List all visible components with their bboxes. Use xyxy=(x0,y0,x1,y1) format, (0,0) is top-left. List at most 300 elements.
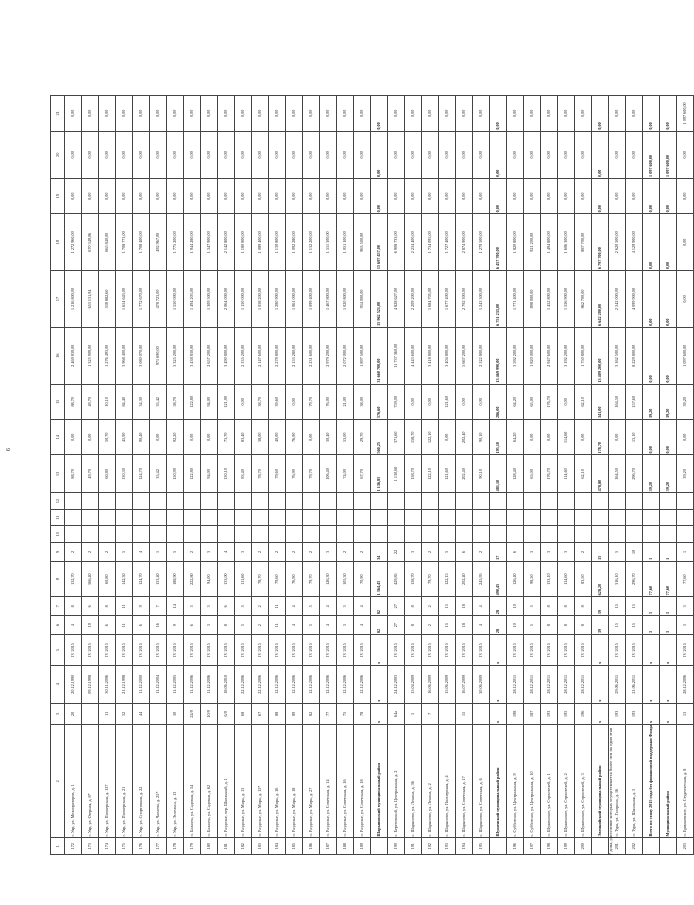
table-cell: с. Шарыпово, ул. Ленина, д. 36 xyxy=(405,724,422,837)
table-cell: х xyxy=(660,703,677,724)
table-cell: IV 2015 xyxy=(677,635,694,666)
table-cell xyxy=(65,493,82,510)
table-cell: 79,60 xyxy=(269,561,286,596)
table-cell: 35,42 xyxy=(150,384,167,419)
table-cell: IV 2015 xyxy=(541,635,558,666)
table-cell: с. Субботино, ул. Центральная, д. 9 xyxy=(507,724,524,837)
table-row xyxy=(167,96,184,855)
table-cell: 6 xyxy=(82,597,99,616)
table-cell: 1 216 800,00 xyxy=(65,271,82,328)
table-cell: 2 278 800,00 xyxy=(269,327,286,384)
table-cell: 27 xyxy=(388,597,405,616)
table-row xyxy=(422,96,439,855)
table-cell: 1 684 705,00 xyxy=(422,271,439,328)
table-cell: 4 xyxy=(218,542,235,561)
table-cell: 0,00 xyxy=(269,96,286,132)
table-cell: 202 xyxy=(626,838,643,855)
table-cell: 105,30 xyxy=(337,561,354,596)
table-cell: 16 xyxy=(150,616,167,635)
table-cell: 934 000,00 xyxy=(354,271,371,328)
table-cell: 4 xyxy=(286,616,303,635)
table-cell: х xyxy=(643,635,660,666)
table-cell: г. Уяр, ул. Спортивная, д. 22 xyxy=(133,724,150,837)
table-row xyxy=(99,96,116,855)
table-cell: 1 097 600,00 xyxy=(677,327,694,384)
table-cell: 2 142 800,00 xyxy=(218,214,235,271)
table-cell: 98,50 xyxy=(524,561,541,596)
table-cell: 670 349,06 xyxy=(82,214,99,271)
table-cell: 176 xyxy=(133,838,150,855)
table-cell: 0,00 xyxy=(201,96,218,132)
table-cell: 4 xyxy=(354,616,371,635)
table-cell: 0,00 xyxy=(354,96,371,132)
table-cell: 10,10 xyxy=(99,384,116,419)
table-cell: 1 132 200,00 xyxy=(303,214,320,271)
table-cell: 39,20 xyxy=(660,455,677,493)
table-cell: 28.12.2011 xyxy=(558,665,575,703)
table-cell: 2 147 600,00 xyxy=(252,327,269,384)
table-cell: 5 xyxy=(524,616,541,635)
table-cell: 121,60 xyxy=(439,455,456,493)
table-cell: 5 xyxy=(184,597,201,616)
table-cell xyxy=(439,493,456,510)
table-cell: 76,00 xyxy=(320,384,337,419)
table-cell: 50,70 xyxy=(99,420,116,455)
table-cell: 0,00 xyxy=(252,131,269,178)
table-cell: 39 xyxy=(592,597,609,616)
table-cell: 759,00 xyxy=(388,384,405,419)
table-cell: 16.07.2009 xyxy=(456,665,473,703)
table-cell: 2 xyxy=(252,597,269,616)
table-cell: 78,70 xyxy=(252,455,269,493)
table-cell: IV 2015 xyxy=(252,635,269,666)
table-cell: 175 xyxy=(116,838,133,855)
table-cell xyxy=(82,493,99,510)
table-row xyxy=(439,96,456,855)
table-cell: 28.12.2011 xyxy=(524,665,541,703)
table-cell: 2 xyxy=(422,616,439,635)
table-cell: IV 2015 xyxy=(286,635,303,666)
table-cell: 0,00 xyxy=(592,96,609,132)
table-cell xyxy=(303,509,320,526)
table-cell: 30,40 xyxy=(320,420,337,455)
table-cell xyxy=(405,493,422,510)
table-cell: 887 700,00 xyxy=(575,214,592,271)
table-cell xyxy=(388,526,405,543)
table-cell: 5 xyxy=(303,597,320,616)
table-cell: 13 xyxy=(677,703,694,724)
table-cell: 4 099 900,00 xyxy=(626,271,643,328)
table-cell: 11.12.2006 xyxy=(201,665,218,703)
table-cell: 0,00 xyxy=(626,131,643,178)
table-cell: 3 xyxy=(643,616,660,635)
table-cell: 8 xyxy=(558,616,575,635)
table-cell: 2 xyxy=(82,542,99,561)
table-cell: 316,10 xyxy=(609,561,626,596)
table-cell: 15 xyxy=(439,616,456,635)
table-cell: 11 xyxy=(269,597,286,616)
table-cell: 64,20 xyxy=(507,420,524,455)
table-cell: 5 xyxy=(439,542,456,561)
table-cell: 1 276 493,00 xyxy=(99,327,116,384)
table-cell: 1 494 800,00 xyxy=(541,214,558,271)
table-cell: 192 xyxy=(422,838,439,855)
table-cell xyxy=(116,509,133,526)
table-cell: г. Уяр, ул. Энгельса, д. 13 xyxy=(167,724,184,837)
table-cell: 492 967,00 xyxy=(150,214,167,271)
table-cell xyxy=(575,509,592,526)
table-cell: 39 xyxy=(592,616,609,635)
table-cell: 194 xyxy=(456,838,473,855)
table-cell: 180 xyxy=(201,838,218,855)
table-cell: 84,40 xyxy=(116,384,133,419)
table-cell: 0,00 xyxy=(99,178,116,213)
table-cell: 60,80 xyxy=(99,455,116,493)
table-cell: п. Раздолье, ул. Мира, д. 18 xyxy=(286,724,303,837)
table-cell: 0,00 xyxy=(167,96,184,132)
table-cell: IV 2015 xyxy=(609,635,626,666)
table-row xyxy=(541,96,558,855)
table-cell: 0,00 xyxy=(150,131,167,178)
table-cell: 1 309 500,00 xyxy=(201,271,218,328)
table-cell xyxy=(354,526,371,543)
table-cell: 0,00 xyxy=(286,96,303,132)
table-cell: 2 072 000,00 xyxy=(337,327,354,384)
table-cell: 189 xyxy=(354,838,371,855)
table-cell: 3 xyxy=(677,597,694,616)
table-cell: 1 467 800,00 xyxy=(320,271,337,328)
table-cell: 60,80 xyxy=(99,561,116,596)
table-cell: 188 xyxy=(337,838,354,855)
table-cell: 0,00 xyxy=(184,96,201,132)
table-cell xyxy=(677,526,694,543)
table-cell: 2 657 200,00 xyxy=(201,327,218,384)
table-cell: 0,00 xyxy=(354,131,371,178)
table-row xyxy=(150,96,167,855)
table-cell: 0,00 xyxy=(626,178,643,213)
table-cell: 77,60 xyxy=(677,561,694,596)
table-cell: 3 xyxy=(201,597,218,616)
table-cell: 79,70 xyxy=(303,455,320,493)
table-cell: х xyxy=(490,703,507,724)
table-cell xyxy=(303,493,320,510)
table-cell: 0,00 xyxy=(320,131,337,178)
table-cell: 196 xyxy=(507,838,524,855)
table-cell: с. Березовский, ул. Центральная, д. 2 xyxy=(388,724,405,837)
table-cell: 9 xyxy=(133,597,150,616)
table-cell: 0,00 xyxy=(65,96,82,132)
table-cell: 64а xyxy=(388,703,405,724)
table-cell: п. Шушенское, ул. Строителей, д. 3 xyxy=(575,724,592,837)
table-cell xyxy=(490,509,507,526)
table-cell: 0,00 xyxy=(184,131,201,178)
table-cell: 1 772 670,00 xyxy=(133,271,150,328)
table-cell: 1 511 300,00 xyxy=(320,214,337,271)
table-cell: 0,00 xyxy=(558,384,575,419)
table-cell xyxy=(286,509,303,526)
table-cell: 195,10 xyxy=(490,420,507,455)
column-number: 2 xyxy=(51,724,65,837)
table-cell xyxy=(473,703,490,724)
table-cell: 0,00 xyxy=(660,178,677,213)
table-cell xyxy=(439,509,456,526)
table-cell: 78 xyxy=(354,703,371,724)
table-cell xyxy=(269,493,286,510)
table-cell: 490,45 xyxy=(490,561,507,596)
table-cell: г. Уяр, ул. Пионерская, д. 21 xyxy=(116,724,133,837)
table-cell: п. Раздолье, ул. Мира, д. 16 xyxy=(269,724,286,837)
table-cell: 1 771 400,00 xyxy=(507,271,524,328)
table-cell: 153,40 xyxy=(150,561,167,596)
table-cell: 09.12.1998 xyxy=(82,665,99,703)
table-cell: 0,00 xyxy=(439,131,456,178)
table-cell: 0,00 xyxy=(218,178,235,213)
table-cell: 665 840,00 xyxy=(99,214,116,271)
table-cell: 28 xyxy=(490,597,507,616)
table-cell xyxy=(167,526,184,543)
table-cell: 76,90 xyxy=(286,561,303,596)
table-cell: 0,00 xyxy=(473,384,490,419)
table-cell: IV 2015 xyxy=(524,635,541,666)
table-cell: 538 882,60 xyxy=(99,271,116,328)
table-cell: 74,00 xyxy=(337,455,354,493)
table-cell: 0,00 xyxy=(541,131,558,178)
table-cell xyxy=(388,493,405,510)
table-cell: 38,70 xyxy=(252,384,269,419)
table-cell: 13 409 200,00 xyxy=(592,327,609,384)
table-cell: х xyxy=(490,635,507,666)
table-cell: 3 xyxy=(201,542,218,561)
table-cell: 8 xyxy=(405,616,422,635)
table-cell: 2 234 400,00 xyxy=(405,214,422,271)
table-cell: 3 592 200,00 xyxy=(507,327,524,384)
table-cell: с. Шарыпово, ул. Советская, д. 17 xyxy=(456,724,473,837)
table-row xyxy=(558,96,575,855)
table-cell: 0,00 xyxy=(116,178,133,213)
table-cell: 89 xyxy=(286,703,303,724)
table-cell: 202,40 xyxy=(456,561,473,596)
table-cell: 1 058 200,00 xyxy=(252,271,269,328)
table-cell: 2 xyxy=(65,542,82,561)
table-cell: 88,70 xyxy=(65,455,82,493)
table-cell: 1 097 600,00 xyxy=(643,131,660,178)
table-cell: 0,00 xyxy=(405,384,422,419)
table-cell xyxy=(473,493,490,510)
table-cell: 0,00 xyxy=(116,131,133,178)
table-cell xyxy=(116,493,133,510)
table-cell: 0,00 xyxy=(677,131,694,178)
table-cell: 193 xyxy=(541,703,558,724)
table-cell: 126,30 xyxy=(320,561,337,596)
table-cell: 88,70 xyxy=(65,384,82,419)
table-cell xyxy=(609,509,626,526)
table-cell: 6 642 200,00 xyxy=(592,271,609,328)
column-number: 19 xyxy=(51,178,65,213)
table-cell: 15.04.2009 xyxy=(405,665,422,703)
table-cell: 0,00 xyxy=(575,131,592,178)
table-cell: 77,60 xyxy=(660,561,677,596)
table-cell xyxy=(490,838,507,855)
table-cell: 21.12.1998 xyxy=(116,665,133,703)
table-cell xyxy=(592,838,609,855)
table-cell: 0,00 xyxy=(388,96,405,132)
table-row xyxy=(65,96,82,855)
table-cell: 1 775 200,00 xyxy=(167,214,184,271)
table-cell: п. Шушенское, ул. Строителей, д. 1 xyxy=(541,724,558,837)
table-cell: 16.06.2009 xyxy=(422,665,439,703)
table-cell: 3 xyxy=(643,597,660,616)
table-cell: 8 xyxy=(541,616,558,635)
table-cell: 128,40 xyxy=(507,455,524,493)
table-cell: 0,00 xyxy=(201,420,218,455)
table-cell: 28.12.2011 xyxy=(575,665,592,703)
table-cell xyxy=(524,526,541,543)
table-cell xyxy=(677,493,694,510)
table-cell xyxy=(524,509,541,526)
table-cell: 190 xyxy=(388,838,405,855)
table-cell: 296,70 xyxy=(626,561,643,596)
table-cell: IV 2015 xyxy=(303,635,320,666)
table-cell: 0,00 xyxy=(490,96,507,132)
table-cell: 371,60 xyxy=(388,420,405,455)
table-cell: 0,00 xyxy=(422,96,439,132)
table-row xyxy=(82,96,99,855)
table-cell xyxy=(218,509,235,526)
table-cell: 1 708 400,00 xyxy=(133,214,150,271)
table-cell: 45,90 xyxy=(116,420,133,455)
table-cell: п. Раздолье, ул. Мира, д. 15* xyxy=(252,724,269,837)
table-row xyxy=(626,96,643,855)
table-cell: х xyxy=(592,635,609,666)
table-cell xyxy=(643,493,660,510)
table-cell xyxy=(150,703,167,724)
table-cell xyxy=(422,509,439,526)
table-cell xyxy=(235,526,252,543)
table-cell: 0,00 xyxy=(167,131,184,178)
table-cell: 65,00 xyxy=(524,384,541,419)
table-cell: IV 2015 xyxy=(507,635,524,666)
table-cell: 6 751 233,00 xyxy=(490,271,507,328)
footnote: * дома, расселение которых осуществляется более чем на один этап xyxy=(608,727,613,855)
table-cell: 83,50 xyxy=(575,561,592,596)
table-cell: 15.06.2009 xyxy=(439,665,456,703)
table-cell: 3 xyxy=(558,542,575,561)
table-cell: 0,00 xyxy=(337,96,354,132)
table-cell: 3 xyxy=(660,616,677,635)
table-cell: х xyxy=(371,635,388,666)
table-cell: 73,70 xyxy=(218,420,235,455)
table-cell: 2 xyxy=(422,597,439,616)
table-cell xyxy=(218,493,235,510)
table-cell: 4 xyxy=(473,616,490,635)
table-cell: 22 xyxy=(388,542,405,561)
table-row xyxy=(116,96,133,855)
table-cell xyxy=(252,526,269,543)
table-cell: 1 708 771,00 xyxy=(116,214,133,271)
table-cell: 296,70 xyxy=(626,455,643,493)
table-cell: п. Балахта, ул. Садовая, д. 62 xyxy=(201,724,218,837)
table-cell: 0,00 xyxy=(184,178,201,213)
table-cell xyxy=(643,509,660,526)
table-cell: 8 xyxy=(541,597,558,616)
table-cell: 3 438 830,00 xyxy=(184,327,201,384)
table-cell: 34 xyxy=(371,542,388,561)
table-cell: 11.12.2000 xyxy=(133,665,150,703)
table-cell: 2 xyxy=(575,542,592,561)
table-cell xyxy=(235,493,252,510)
table-cell: с. Субботино, ул. Центральная, д. 10 xyxy=(524,724,541,837)
table-cell: 15 xyxy=(609,616,626,635)
table-cell: 0,00 xyxy=(82,178,99,213)
table-cell: 130,30 xyxy=(116,455,133,493)
table-cell: 0,00 xyxy=(660,214,677,271)
table-cell: 2 792 300,00 xyxy=(456,271,473,328)
table-cell xyxy=(456,493,473,510)
table-cell: 0,00 xyxy=(320,178,337,213)
table-cell xyxy=(660,509,677,526)
table-cell: 4 xyxy=(320,616,337,635)
table-cell: 6 457 700,00 xyxy=(490,214,507,271)
table-cell xyxy=(167,509,184,526)
table-cell: IV 2015 xyxy=(473,635,490,666)
table-cell: 0,00 xyxy=(150,96,167,132)
table-cell: 0,00 xyxy=(235,96,252,132)
table-cell: 2 xyxy=(354,542,371,561)
table-cell: 6 797 700,00 xyxy=(592,214,609,271)
table-cell: 15 xyxy=(439,597,456,616)
table-cell: г. Уяр, ул. Озерная, д. 8* xyxy=(82,724,99,837)
table-cell: 0,00 xyxy=(99,96,116,132)
table-cell: 3 162 500,00 xyxy=(609,327,626,384)
table-cell xyxy=(541,526,558,543)
table-cell: 2 xyxy=(252,542,269,561)
table-cell: 75 xyxy=(337,703,354,724)
table-cell: 1 xyxy=(150,542,167,561)
column-number-row xyxy=(51,96,65,855)
table-row xyxy=(524,96,541,855)
table-cell: 24/9 xyxy=(184,703,201,724)
table-cell: 3 xyxy=(337,597,354,616)
table-cell: 3 xyxy=(677,616,694,635)
table-cell: 4 xyxy=(133,542,150,561)
table-cell: 114,60 xyxy=(558,561,575,596)
table-cell xyxy=(65,509,82,526)
table-cell: 0,00 xyxy=(609,96,626,132)
table-cell: 0,00 xyxy=(201,131,218,178)
table-cell: 0,00 xyxy=(643,214,660,271)
table-cell xyxy=(371,526,388,543)
table-cell: 0,00 xyxy=(473,96,490,132)
table-cell: 77 xyxy=(320,703,337,724)
table-cell: 1 272 960,00 xyxy=(65,214,82,271)
table-body xyxy=(51,96,694,855)
table-cell: 1 150 000,00 xyxy=(235,271,252,328)
table-cell: 70,90 xyxy=(354,561,371,596)
table-cell: 14 xyxy=(167,597,184,616)
table-cell: 3 xyxy=(320,542,337,561)
table-cell: 5 667 200,00 xyxy=(456,327,473,384)
table-cell: 177 xyxy=(150,838,167,855)
table-cell xyxy=(592,526,609,543)
table-cell: 32 xyxy=(116,703,133,724)
table-cell: 181 xyxy=(218,838,235,855)
table-cell: 82 xyxy=(371,616,388,635)
table-cell: х xyxy=(660,665,677,703)
table-cell: 0,00 xyxy=(524,420,541,455)
table-cell: 15 xyxy=(626,597,643,616)
table-cell: п. Тура, ул. Школьная, д. 3 xyxy=(626,724,643,837)
table-cell: 4 443 600,00 xyxy=(405,327,422,384)
